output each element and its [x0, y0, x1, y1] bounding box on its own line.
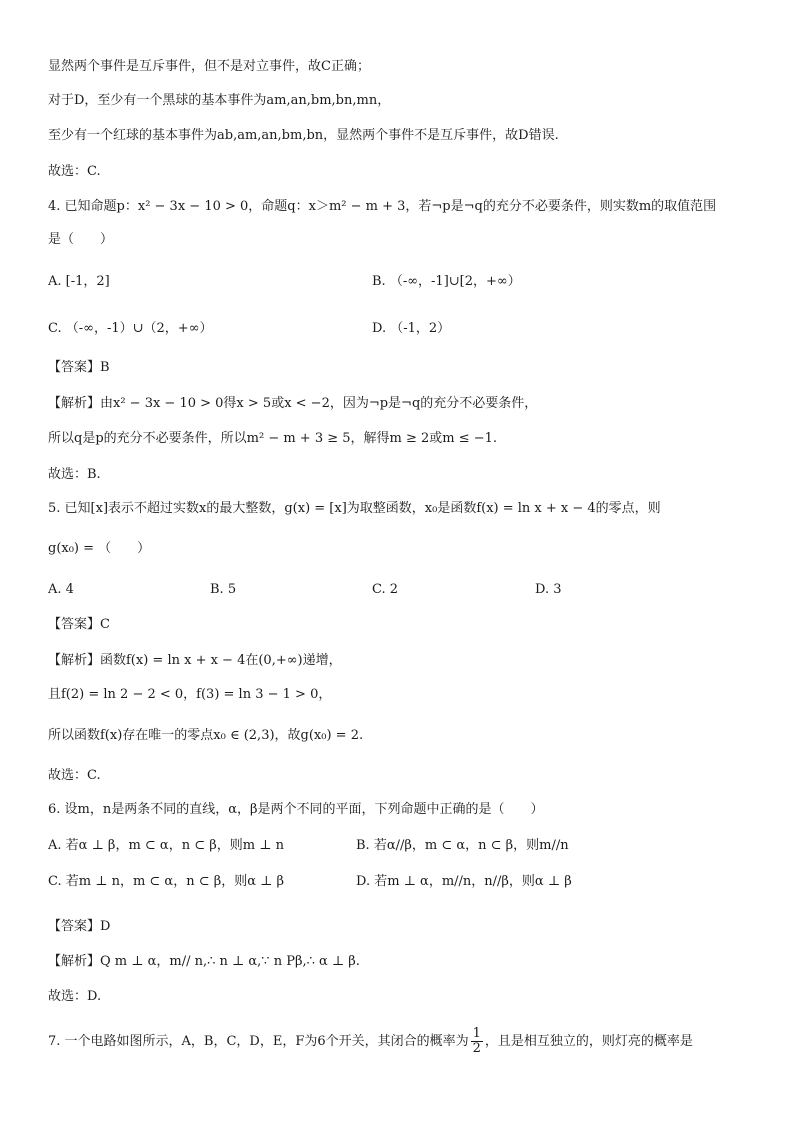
q4-option-b: B. （-∞，-1]∪[2，+∞）	[372, 274, 521, 289]
q7-text-after: ，且是相互独立的，则灯亮的概率是	[484, 1034, 693, 1049]
q5-analysis-2: 且f(2) = ln 2 − 2 < 0，f(3) = ln 3 − 1 > 0，	[48, 687, 332, 702]
fraction-numerator: 1	[472, 1026, 481, 1041]
text-line: 至少有一个红球的基本事件为ab,am,an,bm,bn，显然两个事件不是互斥事件，故D错误.	[48, 128, 559, 143]
q7-text-before: 7. 一个电路如图所示，A，B，C，D，E，F为6个开关，其闭合的概率为	[48, 1034, 469, 1049]
fraction-one-half	[471, 1027, 483, 1056]
q4-option-a: A. [-1，2]	[48, 274, 110, 289]
q4-analysis-1: 【解析】由x² − 3x − 10 > 0得x > 5或x < −2，因为¬p是¬q的充分不必要条件，	[48, 396, 538, 411]
question-6-stem: 6. 设m，n是两条不同的直线，α，β是两个不同的平面，下列命题中正确的是（ ）	[48, 802, 544, 817]
text-line: 显然两个事件是互斥事件，但不是对立事件，故C正确；	[48, 59, 370, 74]
question-5-stem-cont: g(x₀) = （ ）	[48, 541, 151, 556]
q5-answer: 【答案】C	[48, 617, 110, 632]
q5-option-c: C. 2	[372, 582, 399, 597]
fraction-denominator: 2	[472, 1041, 481, 1056]
q6-option-c: C. 若m ⊥ n，m ⊂ α，n ⊂ β，则α ⊥ β	[48, 874, 285, 889]
question-5-stem: 5. 已知[x]表示不超过实数x的最大整数，g(x) = [x]为取整函数，x₀是函数f(x) = ln x + x − 4的零点，则	[48, 501, 661, 516]
text-line: 故选：C.	[48, 164, 101, 179]
q5-option-b: B. 5	[210, 582, 237, 597]
q4-option-c: C. （-∞，-1）∪（2，+∞）	[48, 321, 213, 336]
q5-option-d: D. 3	[535, 582, 562, 597]
q5-analysis-1: 【解析】函数f(x) = ln x + x − 4在(0,+∞)递增，	[48, 653, 342, 668]
q6-analysis: 【解析】Q m ⊥ α，m// n,∴ n ⊥ α,∵ n Pβ,∴ α ⊥ β.	[48, 954, 360, 969]
question-7-stem	[48, 1027, 758, 1056]
q5-choice: 故选：C.	[48, 768, 101, 783]
q6-option-b: B. 若α//β，m ⊂ α，n ⊂ β，则m//n	[356, 838, 569, 853]
q6-answer: 【答案】D	[48, 919, 111, 934]
text-line: 对于D，至少有一个黑球的基本事件为am,an,bm,bn,mn，	[48, 93, 391, 108]
q4-analysis-2: 所以q是p的充分不必要条件，所以m² − m + 3 ≥ 5，解得m ≥ 2或m ≤ −1.	[48, 431, 498, 446]
q4-answer: 【答案】B	[48, 360, 110, 375]
question-4-stem-cont: 是（ ）	[48, 232, 114, 247]
q5-option-a: A. 4	[48, 582, 74, 597]
q5-analysis-3: 所以函数f(x)存在唯一的零点x₀ ∈ (2,3)，故g(x₀) = 2.	[48, 728, 364, 743]
q6-option-a: A. 若α ⊥ β，m ⊂ α，n ⊂ β，则m ⊥ n	[48, 838, 284, 853]
q6-option-d: D. 若m ⊥ α，m//n，n//β，则α ⊥ β	[356, 874, 572, 889]
q4-option-d: D. （-1，2）	[372, 321, 451, 336]
q6-choice: 故选：D.	[48, 989, 102, 1004]
question-4-stem: 4. 已知命题p：x² − 3x − 10 > 0，命题q：x＞m² − m + 3，若¬p是¬q的充分不必要条件，则实数m的取值范围	[48, 199, 717, 214]
q4-choice: 故选：B.	[48, 467, 101, 482]
